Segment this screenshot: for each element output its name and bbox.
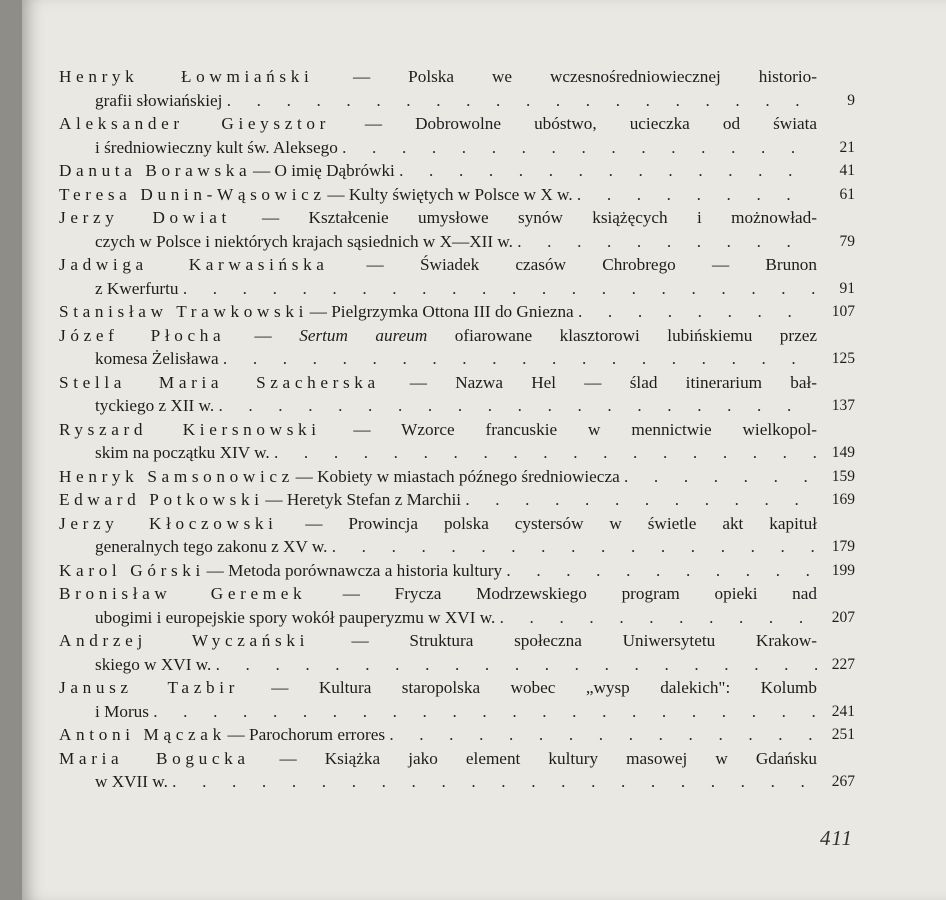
dot-leader	[327, 535, 817, 559]
entry-title-start: ofiarowane klasztorowi lubińskiemu przez	[427, 325, 817, 345]
entry-title: — Parochorum errores	[227, 725, 386, 744]
entry-title-start: — Struktura społeczna Uniwersytetu Krakow-	[351, 631, 817, 650]
entry-page-number: 137	[831, 397, 855, 414]
entry-last-line	[59, 89, 817, 113]
entry-title: — Heretyk Stefan z Marchii	[265, 490, 462, 509]
entry-title-start: — Frycza Modrzewskiego program opieki nad	[342, 584, 817, 603]
entry-page-number: 107	[831, 303, 855, 320]
entry-last-line	[59, 653, 817, 677]
entry-title-start: — Dobrowolne ubóstwo, ucieczka od świata	[364, 114, 817, 133]
entry-title-prefix: —	[254, 325, 300, 345]
toc-entry	[59, 559, 855, 583]
entry-author: Jerzy Kłoczowski	[59, 513, 278, 533]
entry-title-end: skim na początku XIV w.	[95, 443, 270, 462]
entry-page-number: 91	[839, 279, 855, 297]
entry-title: — Kobiety w miastach późnego średniowiecza	[295, 466, 620, 486]
entry-page-number: 9	[847, 91, 855, 109]
entry-author: Jadwiga Karwasińska	[59, 255, 329, 274]
toc-entry	[59, 253, 855, 300]
entry-title-start: — Prowincja polska cystersów w świetle akt kapituł	[305, 513, 817, 533]
entry-author: Andrzej Wyczański	[59, 631, 310, 650]
entry-title-start: — Polska we wczesnośredniowiecznej historio-	[353, 67, 817, 86]
entry-title-end: skiego w XVI w.	[95, 654, 212, 674]
dot-leader	[395, 159, 817, 183]
dot-leader	[620, 465, 817, 489]
entry-first-line	[59, 112, 817, 136]
entry-first-line	[59, 253, 817, 277]
entry-title-end: i średniowieczny kult św. Aleksego	[95, 137, 338, 157]
toc-entry	[59, 206, 855, 253]
entry-title-end: grafii słowiańskiej	[95, 90, 223, 110]
dot-leader	[168, 770, 817, 794]
dot-leader	[149, 700, 817, 724]
entry-last-line	[59, 441, 817, 465]
dot-leader	[179, 277, 817, 301]
entry-last-line	[59, 277, 817, 301]
entry-author: Stella Maria Szacherska	[59, 372, 380, 392]
table-of-contents	[59, 65, 855, 794]
dot-leader	[211, 653, 817, 677]
toc-entry	[59, 629, 855, 676]
entry-page-number: 251	[831, 726, 855, 743]
entry-page-number: 199	[831, 561, 855, 579]
dot-leader	[219, 347, 817, 371]
entry-title-start: — Kształcenie umysłowe synów książęcych i możnowład-	[262, 208, 817, 227]
toc-entry	[59, 300, 855, 324]
entry-author: Józef Płocha	[59, 325, 226, 345]
entry-line	[59, 183, 817, 207]
dot-leader	[270, 441, 817, 465]
toc-entry	[59, 183, 855, 207]
entry-title-end: w XVII w.	[95, 772, 168, 791]
entry-first-line	[59, 747, 817, 771]
entry-author: Karol Górski	[59, 560, 205, 580]
dot-leader	[495, 606, 817, 630]
entry-line	[59, 488, 817, 512]
entry-author: Henryk Samsonowicz	[59, 466, 294, 486]
entry-author: Edward Potkowski	[59, 490, 264, 509]
entry-page-number: 207	[831, 608, 855, 626]
entry-first-line	[59, 582, 817, 606]
dot-leader	[502, 559, 817, 583]
entry-title-end: czych w Polsce i niektórych krajach sąsiednich w X—XII w.	[95, 231, 513, 251]
entry-last-line	[59, 535, 817, 559]
dot-leader	[513, 230, 817, 254]
toc-entry	[59, 723, 855, 747]
entry-author: Danuta Borawska	[59, 161, 252, 180]
entry-title-end: ubogimi i europejskie spory wokół pauperyzmu w XVI w.	[95, 607, 496, 627]
entry-author: Bronisław Geremek	[59, 584, 307, 603]
entry-author: Janusz Tazbir	[59, 678, 239, 697]
dot-leader	[574, 300, 817, 324]
dot-leader	[214, 394, 817, 418]
dot-leader	[461, 488, 817, 512]
entry-line	[59, 465, 817, 489]
entry-page-number: 241	[831, 702, 855, 720]
entry-page-number: 21	[839, 138, 855, 156]
entry-author: Antoni Mączak	[59, 725, 226, 744]
entry-page-number: 79	[839, 232, 855, 250]
entry-title-end: tyckiego z XII w.	[95, 396, 215, 415]
entry-page-number: 227	[831, 655, 855, 673]
entry-page-number: 41	[839, 162, 855, 179]
toc-entry	[59, 324, 855, 371]
entry-first-line	[59, 418, 817, 442]
entry-author: Stanisław Trawkowski	[59, 302, 309, 321]
entry-author: Maria Bogucka	[59, 748, 250, 768]
entry-first-line	[59, 629, 817, 653]
toc-entry	[59, 465, 855, 489]
entry-first-line	[59, 512, 817, 536]
entry-page-number: 149	[831, 444, 855, 461]
entry-first-line	[59, 65, 817, 89]
toc-entry	[59, 371, 855, 418]
dot-leader	[573, 183, 817, 207]
entry-first-line	[59, 371, 817, 395]
entry-title-start: — Nazwa Hel — ślad itinerarium bał-	[409, 372, 817, 392]
toc-entry	[59, 488, 855, 512]
entry-title: — O imię Dąbrówki	[253, 161, 395, 180]
toc-entry	[59, 582, 855, 629]
page-number: 411	[820, 826, 854, 850]
entry-author: Henryk Łowmiański	[59, 67, 314, 86]
entry-title-start: — Kultura staropolska wobec „wysp dalekich": Kolumb	[271, 678, 817, 697]
entry-last-line	[59, 606, 817, 630]
dot-leader	[385, 723, 817, 747]
entry-first-line	[59, 206, 817, 230]
entry-title-start: — Wzorce francuskie w mennictwie wielkopol-	[353, 419, 817, 439]
entry-page-number: 61	[839, 185, 855, 203]
entry-page-number: 179	[831, 538, 855, 555]
entry-line	[59, 159, 817, 183]
entry-author: Jerzy Dowiat	[59, 208, 231, 227]
entry-page-number: 169	[831, 491, 855, 508]
entry-last-line	[59, 347, 817, 371]
entry-title-end: z Kwerfurtu	[95, 278, 179, 298]
entry-title-start: — Książka jako element kultury masowej w Gdańsku	[279, 748, 817, 768]
entry-title-end: generalnych tego zakonu z XV w.	[95, 537, 328, 556]
entry-page-number: 125	[831, 350, 855, 367]
entry-author: Teresa Dunin-Wąsowicz	[59, 184, 326, 204]
toc-entry	[59, 512, 855, 559]
entry-title-end: i Morus	[95, 701, 149, 721]
entry-page-number: 159	[831, 467, 855, 485]
entry-author: Ryszard Kiersnowski	[59, 419, 321, 439]
entry-first-line	[59, 324, 817, 348]
entry-title-italic: Sertum aureum	[299, 325, 428, 345]
entry-title: — Kulty świętych w Polsce w X w.	[327, 184, 573, 204]
entry-title-start: — Świadek czasów Chrobrego — Brunon	[366, 255, 817, 274]
toc-entry	[59, 159, 855, 183]
entry-title: — Metoda porównawcza a historia kultury	[206, 560, 503, 580]
entry-last-line	[59, 136, 817, 160]
toc-entry	[59, 112, 855, 159]
entry-last-line	[59, 700, 817, 724]
entry-page-number: 267	[831, 773, 855, 790]
toc-entry	[59, 418, 855, 465]
dot-leader	[222, 89, 817, 113]
entry-last-line	[59, 770, 817, 794]
entry-first-line	[59, 676, 817, 700]
entry-title: — Pielgrzymka Ottona III do Gniezna	[309, 302, 574, 321]
entry-last-line	[59, 230, 817, 254]
book-page	[22, 0, 946, 900]
toc-entry	[59, 65, 855, 112]
entry-line	[59, 300, 817, 324]
entry-last-line	[59, 394, 817, 418]
toc-entry	[59, 676, 855, 723]
toc-entry	[59, 747, 855, 794]
entry-author: Aleksander Gieysztor	[59, 114, 331, 133]
dot-leader	[338, 136, 817, 160]
entry-title-end: komesa Żelisława	[95, 349, 219, 368]
entry-line	[59, 559, 817, 583]
entry-line	[59, 723, 817, 747]
